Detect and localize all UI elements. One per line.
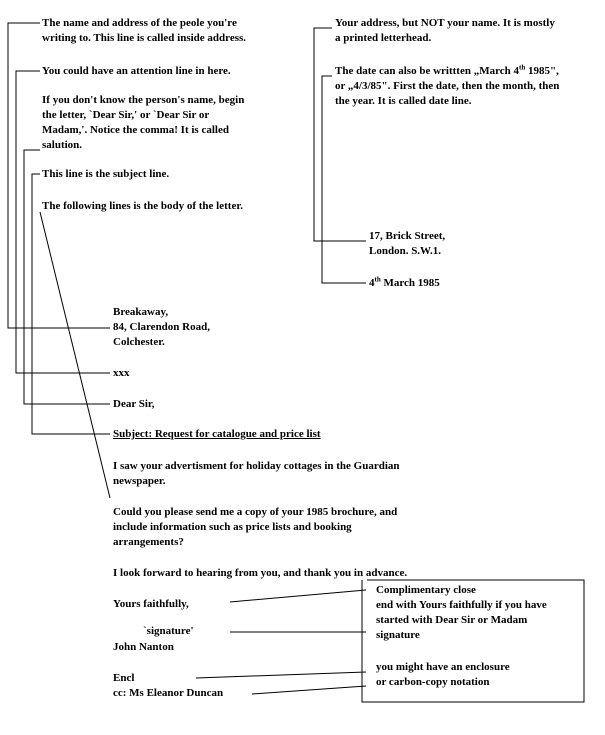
salutation-connector (24, 150, 110, 404)
cc-line: cc: Ms Eleanor Duncan (113, 687, 224, 699)
salutation: Dear Sir, (113, 398, 155, 410)
date-line: 4th March 1985 (369, 275, 440, 289)
subject-line: Subject: Request for catalogue and price list (113, 428, 321, 440)
body-note: The following lines is the body of the letter. (42, 200, 243, 212)
sender-address: 17, Brick Street, London. S.W.1. (369, 230, 446, 257)
body-paragraph-1: I saw your advertisment for holiday cottages in the Guardian newspaper. (113, 460, 400, 487)
date-note: The date can also be writtten „March 4th 1985", or „4/3/85". First the date, then the month, then the year. It is called date line. (335, 63, 560, 107)
inside-address: Breakaway, 84, Clarendon Road, Colchester. (113, 306, 210, 348)
salutation-note: If you don't know the person's name, begin the letter, `Dear Sir,' or `Dear Sir or Madam,'. Notice the comma! It is called salution. (42, 94, 245, 151)
close-note: Complimentary close end with Yours faithfully if you have started with Dear Sir or Madam signature (376, 584, 547, 641)
body-connector (40, 212, 110, 498)
enclosure-note: you might have an enclosure or carbon-copy notation (376, 661, 510, 688)
cc-pointer (252, 686, 366, 694)
inside-address-note: The name and address of the peole you're writing to. This line is called inside address. (42, 17, 247, 44)
your-address-note: Your address, but NOT your name. It is mostly a printed letterhead. (335, 17, 555, 44)
complimentary-close: Yours faithfully, (113, 598, 189, 610)
attention-line: xxx (113, 367, 130, 379)
body-paragraph-3: I look forward to hearing from you, and thank you in advance. (113, 567, 408, 579)
attention-note: You could have an attention line in here. (42, 65, 231, 77)
signer-name: John Nanton (113, 641, 174, 653)
enclosure-pointer (196, 672, 366, 678)
signature: `signature' (143, 625, 194, 637)
enclosure-line: Encl (113, 672, 135, 684)
body-paragraph-2: Could you please send me a copy of your 1985 brochure, and include information such as price lists and booking arrangements? (113, 506, 398, 548)
closing-pointer (230, 590, 366, 602)
subject-note: This line is the subject line. (42, 168, 170, 180)
